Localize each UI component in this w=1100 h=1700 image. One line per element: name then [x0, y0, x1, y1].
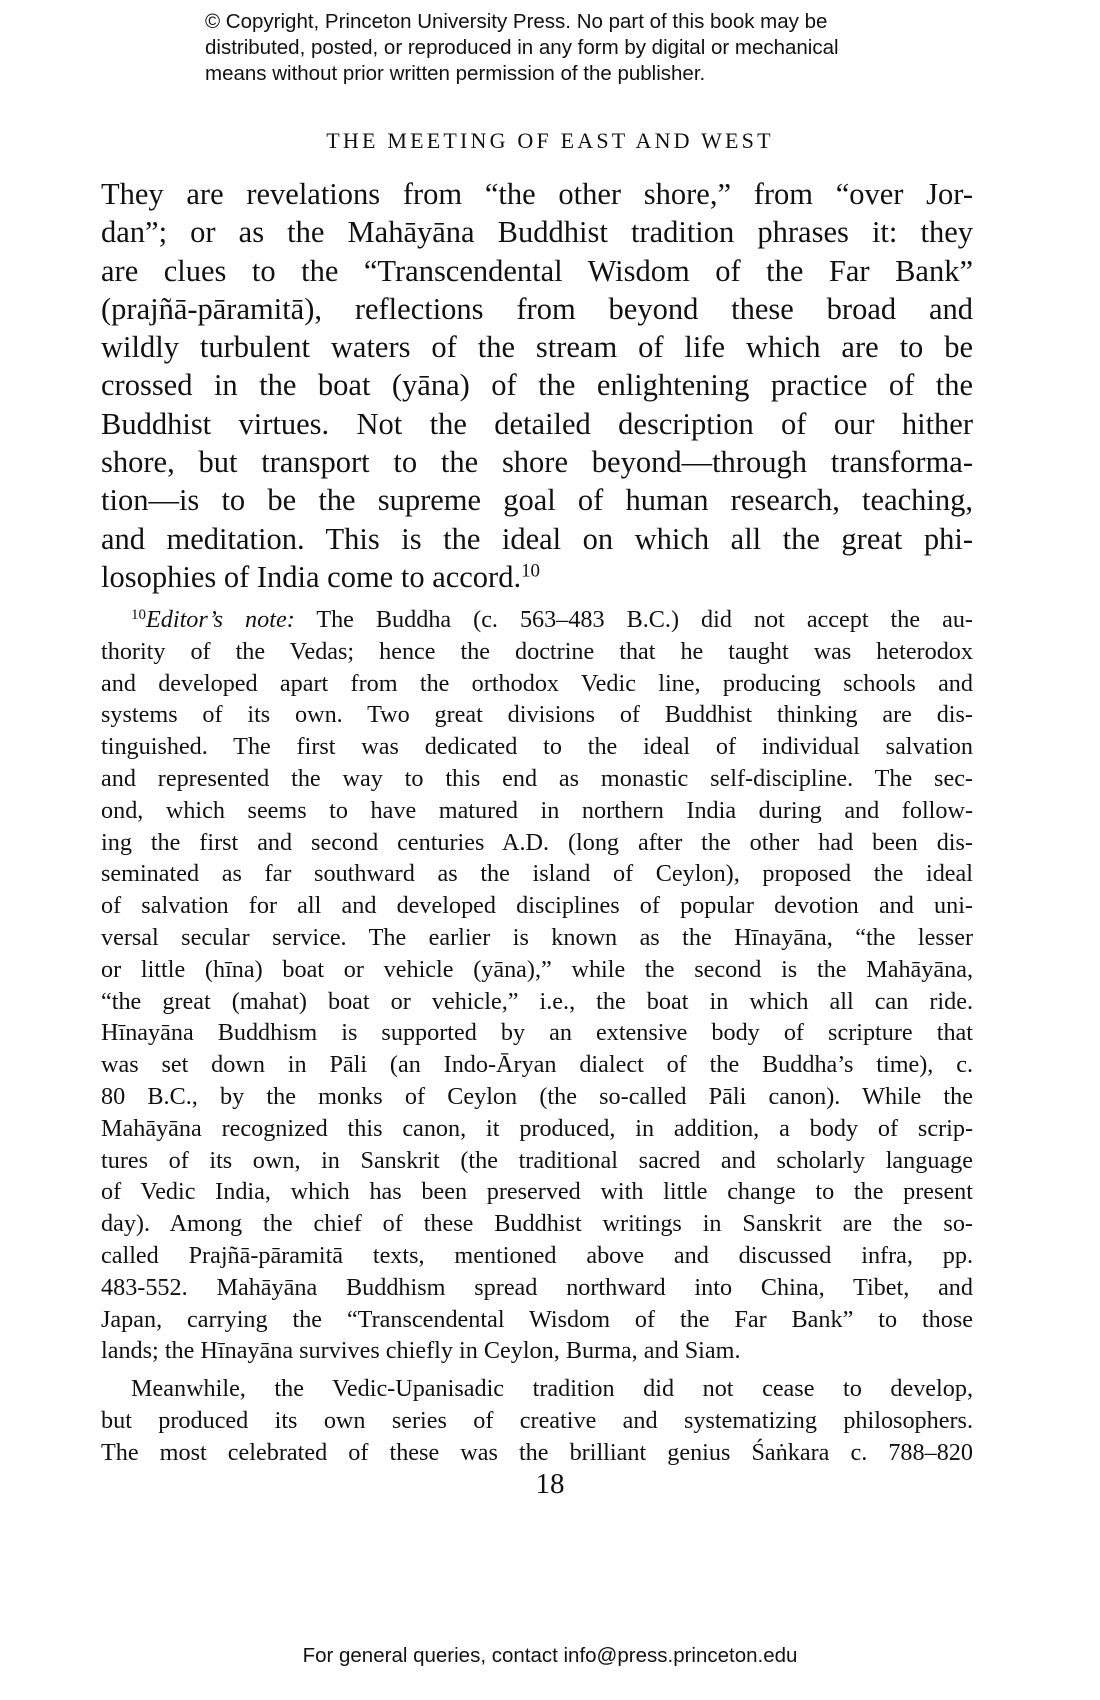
- footnote-line: called Prajñā-pāramitā texts, mentioned above and discussed infra, pp.: [101, 1241, 973, 1269]
- footnote-line: of salvation for all and developed disciplines of popular devotion and uni-: [101, 892, 973, 920]
- footnote-line: and represented the way to this end as monastic self-discipline. The sec-: [101, 764, 973, 792]
- footnote-line: and developed apart from the orthodox Vedic line, producing schools and: [101, 669, 973, 697]
- body-line: shore, but transport to the shore beyond—through transforma-: [101, 445, 973, 480]
- footnote-line: seminated as far southward as the island of Ceylon), proposed the ideal: [101, 860, 973, 888]
- footnote-marker: 10: [131, 606, 146, 623]
- body-line: dan”; or as the Mahāyāna Buddhist tradition phrases it: they: [101, 215, 973, 250]
- footnote-reference: 10: [521, 560, 540, 582]
- body-line: wildly turbulent waters of the stream of life which are to be: [101, 330, 973, 365]
- copyright-line: means without prior written permission of the publisher.: [205, 62, 706, 85]
- continuation-line: but produced its own series of creative and systematizing philosophers.: [101, 1406, 973, 1434]
- body-line: tion—is to be the supreme goal of human research, teaching,: [101, 483, 973, 518]
- footnote-line: 483-552. Mahāyāna Buddhism spread northward into China, Tibet, and: [101, 1273, 973, 1301]
- footnote-first-line: [101, 604, 973, 636]
- body-line: are clues to the “Transcendental Wisdom of the Far Bank”: [101, 253, 973, 288]
- page-number: 18: [535, 1468, 565, 1500]
- running-head: THE MEETING OF EAST AND WEST: [326, 128, 774, 153]
- footnote-line: ond, which seems to have matured in northern India during and follow-: [101, 796, 973, 824]
- copyright-line: © Copyright, Princeton University Press. No part of this book may be: [205, 10, 828, 33]
- footnote-label: Editor’s note:: [146, 606, 295, 633]
- footnote-line: Mahāyāna recognized this canon, it produced, in addition, a body of scrip-: [101, 1114, 973, 1142]
- copyright-notice: [205, 9, 925, 87]
- footnote-line: “the great (mahat) boat or vehicle,” i.e., the boat in which all can ride.: [101, 987, 973, 1015]
- copyright-line: distributed, posted, or reproduced in any form by digital or mechanical: [205, 36, 839, 59]
- footnote: [101, 604, 973, 1367]
- footnote-line: thority of the Vedas; hence the doctrine that he taught was heterodox: [101, 637, 973, 665]
- footnote-line: systems of its own. Two great divisions of Buddhist thinking are dis-: [101, 701, 973, 729]
- footnote-line: Hīnayāna Buddhism is supported by an extensive body of scripture that: [101, 1019, 973, 1047]
- footnote-line: 80 B.C., by the monks of Ceylon (the so-called Pāli canon). While the: [101, 1082, 973, 1110]
- footnote-line: ing the first and second centuries A.D. (long after the other had been dis-: [101, 828, 973, 856]
- footnote-line: day). Among the chief of these Buddhist writings in Sanskrit are the so-: [101, 1210, 973, 1238]
- body-line: Buddhist virtues. Not the detailed description of our hither: [101, 406, 973, 441]
- footnote-line: of Vedic India, which has been preserved with little change to the present: [101, 1178, 973, 1206]
- body-line: and meditation. This is the ideal on which all the great phi-: [101, 521, 973, 556]
- footnote-line: tinguished. The first was dedicated to the ideal of individual salvation: [101, 733, 973, 761]
- body-line: (prajñā-pāramitā), reflections from beyond these broad and: [101, 291, 973, 326]
- footnote-line: or little (hīna) boat or vehicle (yāna),” while the second is the Mahāyāna,: [101, 955, 973, 983]
- body-line: losophies of India come to accord.: [101, 559, 522, 594]
- footnote-line: tures of its own, in Sanskrit (the traditional sacred and scholarly language: [101, 1146, 973, 1174]
- footnote-line: versal secular service. The earlier is known as the Hīnayāna, “the lesser: [101, 923, 973, 951]
- body-line-last: [101, 558, 973, 596]
- body-line: crossed in the boat (yāna) of the enlightening practice of the: [101, 368, 973, 403]
- footnote-line: was set down in Pāli (an Indo-Āryan dialect of the Buddha’s time), c.: [101, 1051, 973, 1079]
- continuation-line: The most celebrated of these was the brilliant genius Śaṅkara c. 788–820: [101, 1438, 973, 1466]
- continuation-paragraph: [101, 1373, 973, 1468]
- body-line: They are revelations from “the other shore,” from “over Jor-: [101, 177, 973, 211]
- footnote-line: Japan, carrying the “Transcendental Wisdom of the Far Bank” to those: [101, 1305, 973, 1333]
- footnote-line: lands; the Hīnayāna survives chiefly in Ceylon, Burma, and Siam.: [101, 1337, 741, 1365]
- body-paragraph: [101, 175, 973, 596]
- continuation-line: Meanwhile, the Vedic-Upanisadic tradition did not cease to develop,: [131, 1375, 973, 1402]
- footnote-line: The Buddha (c. 563–483 B.C.) did not accept the au-: [316, 606, 973, 633]
- contact-line: For general queries, contact info@press.princeton.edu: [302, 1644, 798, 1667]
